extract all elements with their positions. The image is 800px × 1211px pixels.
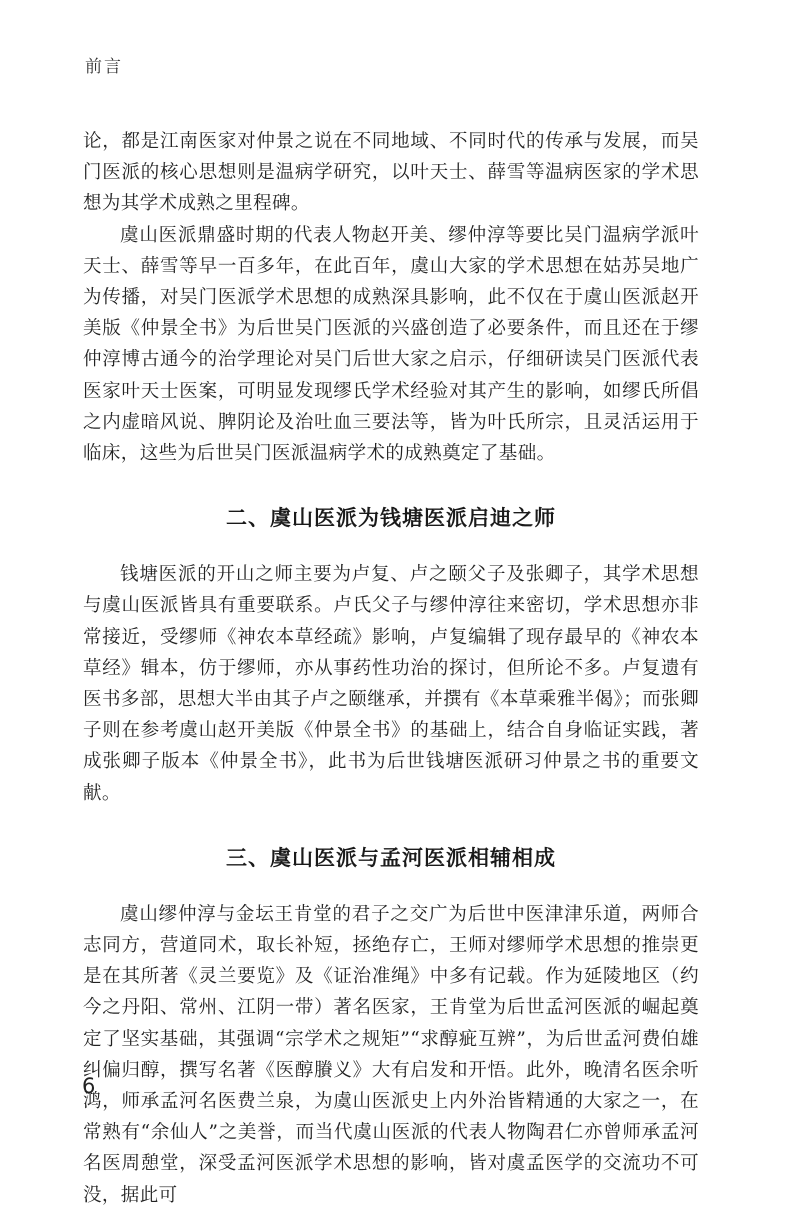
paragraph: 钱塘医派的开山之师主要为卢复、卢之颐父子及张卿子，其学术思想与虞山医派皆具有重要联系。卢氏父子与缪仲淳往来密切，学术思想亦非常接近，受缪师《神农本草经疏》影响，卢复编辑了现存最早的《神农本草经》辑本，仿于缪师，亦从事药性功治的探讨，但所论不多。卢复遗有医书多部，思想大半由其子卢之颐继承，并撰有《本草乘雅半偈》；而张卿子则在参考虞山赵开美版《仲景全书》的基础上，结合自身临证实践，著成张卿子版本《仲景全书》，此书为后世钱塘医派研习仲景之书的重要文献。: [83, 564, 699, 804]
paragraph-continued: 论，都是江南医家对仲景之说在不同地域、不同时代的传承与发展，而吴门医派的核心思想则是温病学研究，以叶天士、薛雪等温病医家的学术思想为其学术成熟之里程碑。: [83, 131, 699, 215]
section-heading: 二、虞山医派为钱塘医派启迪之师: [226, 505, 556, 531]
paragraph: 虞山缪仲淳与金坛王肯堂的君子之交广为后世中医津津乐道，两师合志同方，营道同术，取长补短，拯绝存亡，王师对缪师学术思想的推崇更是在其所著《灵兰要览》及《证治准绳》中多有记载。作为延陵地区（约今之丹阳、常州、江阴一带）著名医家，王肯堂为后世孟河医派的崛起奠定了坚实基础，其强调“宗学术之规矩”“求醇疵互辨”，为后世孟河费伯雄纠偏归醇，撰写名著《医醇賸义》大有启发和开悟。此外，晚清名医余听鸿，师承孟河名医费兰泉，为虞山医派史上内外治皆精通的大家之一，在常熟有“余仙人”之美誉，而当代虞山医派的代表人物陶君仁亦曾师承孟河名医周憩堂，深受孟河医派学术思想的影响，皆对虞孟医学的交流功不可没，据此可: [83, 903, 699, 1206]
section-heading: 三、虞山医派与孟河医派相辅相成: [226, 844, 556, 870]
running-header: 前言: [85, 57, 123, 77]
paragraph: 虞山医派鼎盛时期的代表人物赵开美、缪仲淳等要比吴门温病学派叶天士、薛雪等早一百多年，在此百年，虞山大家的学术思想在姑苏吴地广为传播，对吴门医派学术思想的成熟深具影响，此不仅在于虞山医派赵开美版《仲景全书》为后世吴门医派的兴盛创造了必要条件，而且还在于缪仲淳博古通今的治学理论对吴门后世大家之启示，仔细研读吴门医派代表医家叶天士医案，可明显发现缪氏学术经验对其产生的影响，如缪氏所倡之内虚暗风说、脾阴论及治吐血三要法等，皆为叶氏所宗，且灵活运用于临床，这些为后世吴门医派温病学术的成熟奠定了基础。: [83, 224, 699, 465]
page-number: 6: [82, 1074, 96, 1098]
page-body: [83, 126, 699, 1211]
